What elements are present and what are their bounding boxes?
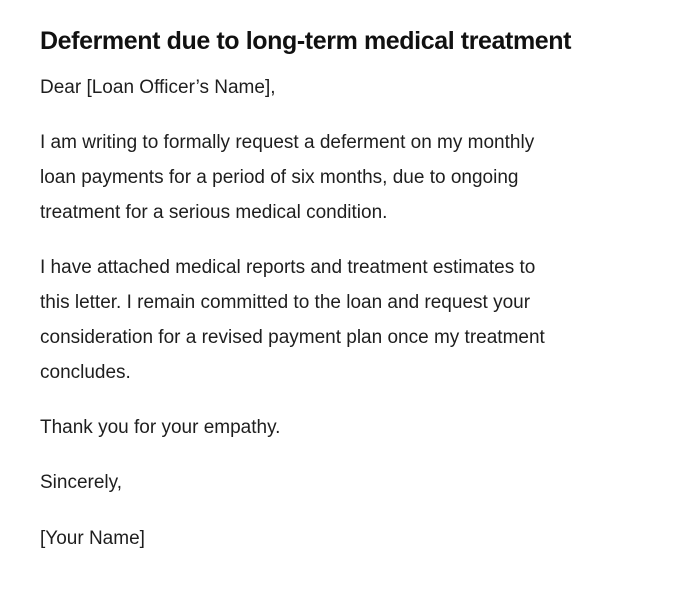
thanks-line: Thank you for your empathy. [40, 417, 281, 438]
body-paragraph-request: I am writing to formally request a deferment on my monthly loan payments for a period of six months, due to ongoing treatment for a serious medical condition. [40, 132, 535, 223]
salutation: Dear [Loan Officer’s Name], [40, 77, 276, 98]
letter-title: Deferment due to long-term medical treatment [40, 27, 572, 55]
closing-line: Sincerely, [40, 472, 123, 493]
body-paragraph-attachments: I have attached medical reports and treatment estimates to this letter. I remain committed to the loan and request your consideration for a revised payment plan once my treatment concludes. [40, 257, 545, 383]
signature-placeholder: [Your Name] [40, 528, 145, 549]
